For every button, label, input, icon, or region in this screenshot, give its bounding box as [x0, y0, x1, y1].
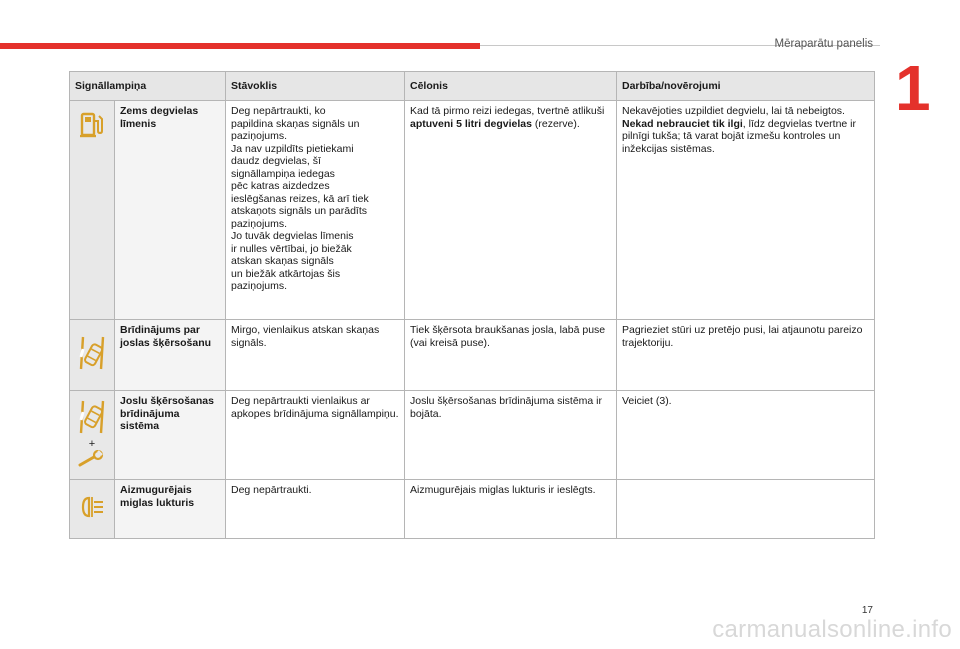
- section-title: Mēraparātu panelis: [774, 38, 873, 50]
- lamp-cause: Aizmugurējais miglas lukturis ir ieslēgts.: [405, 480, 617, 539]
- lamp-name: Zems degvielas līmenis: [115, 101, 226, 320]
- table-row: [70, 101, 875, 320]
- lamp-state: Deg nepārtraukti vienlaikus ar apkopes brīdinājuma signāllampiņu.: [226, 391, 405, 480]
- warning-lamps-table: [69, 71, 875, 539]
- plus-sign: +: [88, 438, 96, 450]
- column-header-lamp: Signāllampiņa: [70, 72, 226, 101]
- lamp-action: Pagrieziet stūri uz pretējo pusi, lai atjaunotu pareizo trajektoriju.: [617, 320, 875, 391]
- lamp-cause: Kad tā pirmo reizi iedegas, tvertnē atlikuši aptuveni 5 litri degvielas (rezerve).: [405, 101, 617, 320]
- accent-bar: [0, 43, 480, 49]
- lamp-state: Deg nepārtraukti.: [226, 480, 405, 539]
- icon-cell: [70, 391, 115, 480]
- wrench-icon: [77, 450, 107, 468]
- column-header-action: Darbība/novērojumi: [617, 72, 875, 101]
- table-row: [70, 391, 875, 480]
- fuel-pump-icon: [79, 111, 105, 139]
- table-row: [70, 320, 875, 391]
- lamp-state: Mirgo, vienlaikus atskan skaņas signāls.: [226, 320, 405, 391]
- chapter-number: 1: [895, 52, 931, 124]
- watermark: carmanualsonline.info: [712, 616, 952, 643]
- lamp-action: Nekavējoties uzpildiet degvielu, lai tā nebeigtos. Nekad nebrauciet tik ilgi, līdz degvielas tvertne ir pilnīgi tukša; tā varat bojāt izmešu kontroles un inžekcijas sistēmas.: [617, 101, 875, 320]
- lamp-action: Veiciet (3).: [617, 391, 875, 480]
- icon-cell: [70, 101, 115, 320]
- column-header-state: Stāvoklis: [226, 72, 405, 101]
- table-header-row: [70, 72, 875, 101]
- icon-cell: [70, 480, 115, 539]
- lane-system-fault-icon: [77, 399, 107, 435]
- lamp-action: [617, 480, 875, 539]
- lamp-state: Deg nepārtraukti, ko papildina skaņas signāls un paziņojums. Ja nav uzpildīts pietiekami daudz degvielas, šī signāllampiņa iedegas pēc katras aizdedzes ieslēgšanas reizes, kā arī tiek atskaņots signāls un parādīts paziņojums. Jo tuvāk degvielas līmenis ir nulles vērtībai, jo biežāk atskan skaņas signāls un biežāk atkārtojas šis paziņojums.: [226, 101, 405, 320]
- lamp-cause: Joslu šķērsošanas brīdinājuma sistēma ir bojāta.: [405, 391, 617, 480]
- column-header-cause: Cēlonis: [405, 72, 617, 101]
- page-number: 17: [861, 605, 873, 616]
- lamp-name: Joslu šķērsošanas brīdinājuma sistēma: [115, 391, 226, 480]
- table-row: [70, 480, 875, 539]
- lamp-cause: Tiek šķērsota braukšanas josla, labā puse (vai kreisā puse).: [405, 320, 617, 391]
- lamp-name: Brīdinājums par joslas šķērsošanu: [115, 320, 226, 391]
- icon-cell: [70, 320, 115, 391]
- lamp-name: Aizmugurējais miglas lukturis: [115, 480, 226, 539]
- rear-fog-lamp-icon: [78, 495, 106, 519]
- lane-departure-warning-icon: [77, 333, 107, 373]
